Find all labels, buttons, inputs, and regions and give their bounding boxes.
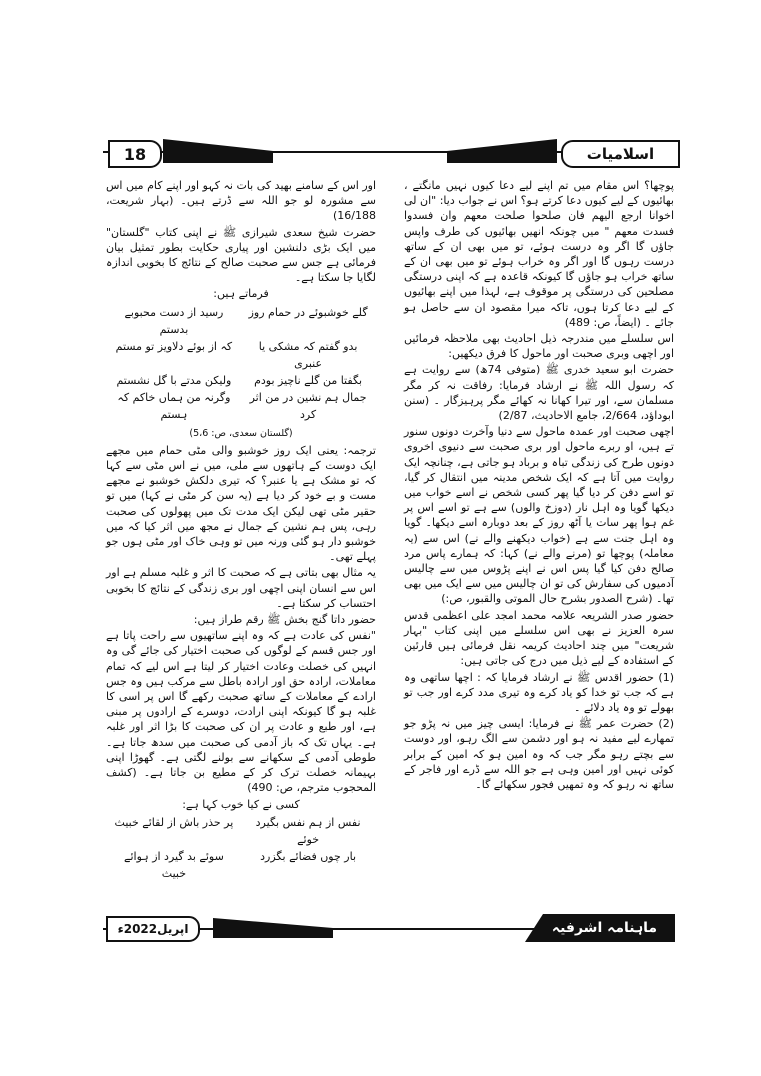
magazine-name: ماہنامہ اشرفیہ [551, 920, 658, 936]
verse-hemistich: ولیکن مدتے با گل نشستم [116, 373, 232, 387]
header-ornament-left [163, 139, 273, 163]
verse-hemistich: بگفتا من گلے ناچیز بودم [254, 373, 363, 387]
left-column [106, 178, 376, 885]
translation-paragraph: ترجمہ: یعنی ایک روز خوشبو والی مٹی حمام میں مجھے ایک دوست کے ہاتھوں سے ملی، میں نے اس مٹی سے کہا کہ تو مشک ہے یا عنبر؟ کہ تیری دلکش خوشبو نے مجھے مست و بے خود کر دیا ہے (یہ سن کر مٹی نے کہا) میں تو حقیر مٹی تھی لیکن ایک مدت تک میں پھولوں کی صحبت رہی، پس ہم نشین کے جمال نے مجھ میں اثر کیا کہ میں خوشبو دار ہو گئی ورنہ میں تو وہی خاک اور مٹی ہوں جو پہلے تھی۔ [106, 443, 376, 564]
verse-line [112, 848, 370, 882]
hadith-item-1: (1) حضور اقدس ﷺ نے ارشاد فرمایا کہ : اچھا ساتھی وہ ہے کہ جب تو خدا کو یاد کرے وہ تیری مدد کرے اور جب تو بھولے تو وہ یاد دلائے ۔ [404, 670, 674, 714]
verse-line [112, 814, 370, 848]
page-number: 18 [108, 140, 162, 168]
verse-hemistich: بار چوں فضائے بگزرد [260, 849, 357, 863]
verse-hemistich: گلے خوشبوئے در حمام روز [248, 305, 368, 319]
persian-verses [106, 304, 376, 423]
paragraph: اور اس کے سامنے بھید کی بات نہ کہو اور اپنے کام میں اس سے مشورہ لو جو اللہ سے ڈرتے ہیں۔ (بہار شریعت، 16/188) [106, 179, 376, 223]
verse-hemistich: پر حذر باش از لقائے خبیث [114, 815, 234, 829]
paragraph: یہ مثال بھی بتاتی ہے کہ صحبت کا اثر و غلبہ مسلم ہے اور اس سے انسان اپنی اچھی اور بری زندگی کے نتائج کا بخوبی احتساب کر سکتا ہے۔ [106, 566, 376, 610]
issue-date: اپریل2022ء [106, 916, 200, 942]
verse-line [112, 338, 370, 372]
paragraph: حضور صدر الشریعہ علامہ محمد امجد علی اعظمی قدس سرہ العزیز نے بھی اس سلسلے میں اپنی کتاب "بہار شریعت" میں چند احادیث کریمہ نقل فرمائی ہیں قارئین کے استفادہ کے لیے ذیل میں درج کی جاتی ہیں: [404, 608, 674, 668]
verse-line [112, 389, 370, 423]
right-column [404, 178, 674, 793]
verse-hemistich: کہ از بوئے دلاویز تو مستم [115, 339, 233, 353]
verse-hemistich: بدو گفتم کہ مشکی یا عنبری [258, 339, 358, 370]
closing-couplet [106, 814, 376, 882]
footer-ornament [213, 918, 333, 938]
verse-hemistich: نفس از ہم نفس بگیرد خوئے [255, 815, 361, 846]
verse-intro: فرماتے ہیں: [213, 287, 269, 301]
couplet-intro: کسی نے کیا خوب کہا ہے: [182, 797, 300, 811]
paragraph: اچھی صحبت اور عمدہ ماحول سے دنیا وآخرت دونوں سنور تے ہیں، او ربرے ماحول اور بری صحبت سے دنیوی اخروی دونوں طرح کی زندگی تباہ و برباد ہو جاتی ہے، چنانچہ ایک روایت میں آتا ہے کہ ایک شخص مدینہ میں انتقال کر گیا، تو اسے دفن کر دیا گیا پھر کسی شخص نے اسے خواب میں دیکھا گویا وہ اہل نار (دوزخ والوں) سے ہے تو اسے اس پر غم ہوا پھر سات یا آٹھ روز کے بعد دوبارہ اسے دیکھا۔ گویا وہ اہل جنت سے ہے (خواب دیکھنے والے نے) اس سے (یہ معاملہ) پوچھا تو (مرنے والے نے) کہا: کہ ہمارے پاس مرد صالح دفن کیا گیا پس اس نے اپنے پڑوس میں سے چالیس آدمیوں کی سفارش کی تو ان چالیس میں سے ایک میں بھی تھا۔ (شرح الصدور بشرح حال الموتی والقبور، ص:) [404, 425, 674, 606]
verse-hemistich: رسید از دست محبوبے بدستم [124, 305, 224, 336]
paragraph: پوچھا؟ اس مقام میں تم اپنے لیے دعا کیوں نہیں مانگتے ، بھائیوں کے لیے کیوں دعا کرتے ہو؟ اس نے جواب دیا: "ان لی اخوانا ارجع الیھم فان صلحوا صلحت معھم وان فسدوا فسدت معھم " میں چونکہ انھیں بھائیوں کی طرف واپس جاؤں گا اگر وہ درست ہوئے، تو میں بھی ان کے ساتھ درست رہوں گا اور اگر وہ خراب ہوئے تو میں بھی ان کے ساتھ خراب ہو جاؤں گا کیونکہ قاعدہ ہے کہ اپنی درستگی مصلحین کی درستگی پر موقوف ہے، لہذا میں اپنے بھائیوں کے لیے دعا کرتا ہوں، تاکہ میرا مقصود ان سے حاصل ہو جائے ۔ (ایضاً، ص: 489) [404, 179, 674, 329]
paragraph: حضرت شیخ سعدی شیرازی ﷺ نے اپنی کتاب "گلستان" میں ایک بڑی دلنشین اور پیاری حکایت بطور تمثیل بیان فرمائی ہے جس سے صحبت صالح کے نتائج کا بخوبی اندازہ لگایا جا سکتا ہے۔ [106, 225, 376, 285]
verse-line [112, 304, 370, 338]
verse-hemistich: سوئے بد گیرد از ہوائے خبیث [124, 849, 224, 880]
verse-source: (گلستان سعدی، ص: 5،6) [189, 427, 293, 439]
verse-hemistich: جمال ہم نشین در من اثر کرد [249, 390, 367, 421]
quote-intro: حضور داتا گنج بخش ﷺ رقم طراز ہیں: [193, 613, 376, 627]
hadith-item-2: (2) حضرت عمر ﷺ نے فرمایا: ایسی چیز میں نہ پڑو جو تمھارے لیے مفید نہ ہو اور دشمن سے الگ رہو، اور دوست سے بچتے رہو مگر جب کہ وہ امین ہو کہ امین کے برابر کوئی نہیں اور امین وہی ہے جو اللہ سے ڈرے اور فاجر کے ساتھ نہ رہو کہ وہ تمھیں فجور سکھائے گا۔ [404, 717, 674, 791]
hadith-paragraph: حضرت ابو سعید خدری ﷺ (متوفی 74ھ) سے روایت ہے کہ رسول اللہ ﷺ نے ارشاد فرمایا: رفاقت نہ کر مگر مسلمان سے، اور تیرا کھانا نہ کھائے مگر پرہیزگار ۔ (سنن ابوداؤد، 2/664، جامع الاحادیث، 2/87) [404, 363, 675, 423]
paragraph: اس سلسلے میں مندرجہ ذیل احادیث بھی ملاحظہ فرمائیں اور اچھی وبری صحبت اور ماحول کا فرق دیکھیں: [404, 332, 674, 361]
verse-line [112, 372, 370, 389]
header-ornament-right [447, 139, 557, 163]
quote-paragraph: "نفس کی عادت ہے کہ وہ اپنے ساتھیوں سے راحت پاتا ہے اور جس قسم کے لوگوں کی صحبت اختیار کی جائے گی وہ انہیں کی خصلت وعادت اختیار کر لیتا ہے اس لیے کہ تمام معاملات، ارادہ حق اور ارادہ باطل سے مرکب ہیں وہ جس ارادے کے معاملات کے ساتھ صحبت رکھے گا اس پر اسی کا غلبہ ہو گا کیونکہ اپنی ارادت، دوسرے کے ارادوں پر مبنی ہے، اور طبع و عادت پر ان کی صحبت کا بڑا اثر اور غلبہ ہے۔ یہاں تک کہ باز آدمی کی صحبت میں سدھ جاتا ہے۔ طوطی آدمی کے سکھانے سے بولنے لگتی ہے۔ گھوڑا اپنی بہیمانہ خصلت ترک کر کے مطیع بن جاتا ہے۔ (کشف المحجوب مترجم، ص: 490) [106, 629, 376, 795]
section-title: اسلامیات [561, 140, 680, 168]
verse-hemistich: وگرنہ من ہماں خاکم کہ ہستم [117, 390, 231, 421]
